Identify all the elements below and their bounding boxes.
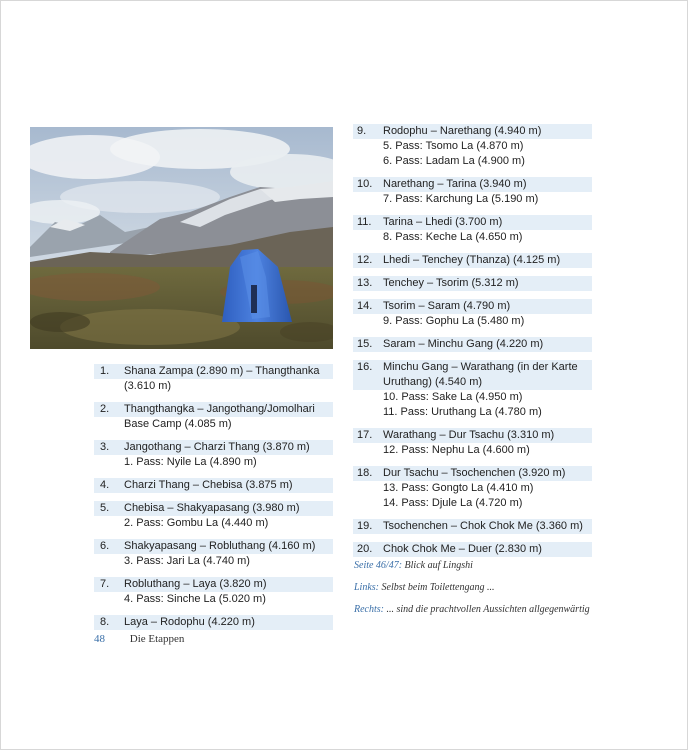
- stage-number: 1.: [100, 365, 110, 377]
- stage-title: [353, 360, 592, 375]
- stage-text: 8. Pass: Keche La (4.650 m): [383, 231, 523, 243]
- stage-item: [94, 402, 333, 432]
- stage-item: [353, 542, 592, 557]
- stage-item: [94, 478, 333, 493]
- stage-number: 13.: [357, 277, 373, 289]
- stage-detail: [353, 314, 592, 329]
- stage-number: 9.: [357, 125, 367, 137]
- stage-text: 5. Pass: Tsomo La (4.870 m): [383, 140, 524, 152]
- stage-list-right: [353, 124, 592, 565]
- stage-text: Thangthangka – Jangothang/Jomolhari: [124, 403, 315, 415]
- stage-text: Uruthang) (4.540 m): [383, 376, 483, 388]
- stage-text: 4. Pass: Sinche La (5.020 m): [124, 593, 266, 605]
- stage-title: [353, 124, 592, 139]
- stage-text: Shakyapasang – Robluthang (4.160 m): [124, 540, 316, 552]
- stage-text: 1. Pass: Nyile La (4.890 m): [124, 456, 257, 468]
- stage-detail: [353, 192, 592, 207]
- stage-number: 14.: [357, 300, 373, 312]
- stage-text: 6. Pass: Ladam La (4.900 m): [383, 155, 525, 167]
- stage-number: 12.: [357, 254, 373, 266]
- stage-text: Saram – Minchu Gang (4.220 m): [383, 338, 544, 350]
- stage-text: 3. Pass: Jari La (4.740 m): [124, 555, 250, 567]
- stage-item: [353, 299, 592, 329]
- stage-number: 20.: [357, 543, 373, 555]
- stage-detail: [94, 417, 333, 432]
- stage-number: 7.: [100, 578, 110, 590]
- stage-detail: [353, 481, 592, 496]
- stage-title: [353, 542, 592, 557]
- stage-title: [353, 466, 592, 481]
- stage-text: 11. Pass: Uruthang La (4.780 m): [383, 406, 542, 418]
- stage-item: [353, 276, 592, 291]
- stage-text: Chebisa – Shakyapasang (3.980 m): [124, 502, 300, 514]
- stage-number: 6.: [100, 540, 110, 552]
- stage-number: 10.: [357, 178, 373, 190]
- stage-item: [353, 253, 592, 268]
- stage-detail: [353, 139, 592, 154]
- stage-title: [353, 276, 592, 291]
- stage-text: 10. Pass: Sake La (4.950 m): [383, 391, 523, 403]
- stage-text: Tsorim – Saram (4.790 m): [383, 300, 511, 312]
- stage-text: 9. Pass: Gophu La (5.480 m): [383, 315, 525, 327]
- stage-title: [94, 539, 333, 554]
- page-number: 48: [94, 633, 105, 645]
- stage-item: [94, 501, 333, 531]
- stage-detail: [353, 154, 592, 169]
- stage-number: 8.: [100, 616, 110, 628]
- stage-detail: [94, 455, 333, 470]
- stage-item: [94, 364, 333, 394]
- stage-text: Rodophu – Narethang (4.940 m): [383, 125, 542, 137]
- stage-text: Base Camp (4.085 m): [124, 418, 232, 430]
- stage-list-left: [94, 364, 333, 638]
- stage-title: [353, 299, 592, 314]
- stage-number: 5.: [100, 502, 110, 514]
- stage-title: [353, 253, 592, 268]
- stage-title: [94, 364, 333, 379]
- stage-number: 4.: [100, 479, 110, 491]
- stage-text: 2. Pass: Gombu La (4.440 m): [124, 517, 269, 529]
- stage-title: [353, 177, 592, 192]
- stage-title: [94, 402, 333, 417]
- stage-title: [353, 428, 592, 443]
- stage-title: [94, 577, 333, 592]
- stage-title: [94, 478, 333, 493]
- photo-captions: [354, 560, 654, 626]
- stage-title: [94, 501, 333, 516]
- stage-text: 14. Pass: Djule La (4.720 m): [383, 497, 523, 509]
- section-title: Die Etappen: [129, 633, 185, 645]
- stage-detail: [94, 516, 333, 531]
- stage-number: 11.: [357, 216, 372, 228]
- stage-item: [353, 215, 592, 245]
- stage-item: [94, 440, 333, 470]
- caption: Seite 46/47: Blick auf Lingshi: [354, 560, 473, 571]
- stage-item: [353, 177, 592, 207]
- stage-text: Tsochenchen – Chok Chok Me (3.360 m): [383, 520, 583, 532]
- stage-detail: [353, 390, 592, 405]
- stage-text: Minchu Gang – Warathang (in der Karte: [383, 361, 578, 373]
- stage-title: [353, 215, 592, 230]
- stage-detail: [94, 379, 333, 394]
- stage-text: (3.610 m): [124, 380, 172, 392]
- stage-item: [353, 360, 592, 420]
- stage-item: [94, 539, 333, 569]
- stage-detail: [353, 230, 592, 245]
- stage-number: 18.: [357, 467, 373, 479]
- stage-number: 17.: [357, 429, 373, 441]
- stage-number: 15.: [357, 338, 373, 350]
- stage-text: 13. Pass: Gongto La (4.410 m): [383, 482, 534, 494]
- stage-text: 12. Pass: Nephu La (4.600 m): [383, 444, 530, 456]
- stage-text: Jangothang – Charzi Thang (3.870 m): [124, 441, 310, 453]
- stage-detail: [94, 592, 333, 607]
- stage-text: Tenchey – Tsorim (5.312 m): [383, 277, 519, 289]
- stage-text: Dur Tsachu – Tsochenchen (3.920 m): [383, 467, 566, 479]
- stage-detail: [353, 496, 592, 511]
- page-footer: [94, 633, 184, 645]
- stage-text: Tarina – Lhedi (3.700 m): [383, 216, 503, 228]
- stage-item: [353, 337, 592, 352]
- stage-text: Laya – Rodophu (4.220 m): [124, 616, 255, 628]
- caption: Rechts: ... sind die prachtvollen Aussichten allgegenwärtig: [354, 604, 590, 615]
- stage-title: [353, 519, 592, 534]
- stage-title: [353, 337, 592, 352]
- stage-text: Chok Chok Me – Duer (2.830 m): [383, 543, 542, 555]
- stage-title: [94, 615, 333, 630]
- stage-text: Robluthang – Laya (3.820 m): [124, 578, 267, 590]
- stage-text: Warathang – Dur Tsachu (3.310 m): [383, 429, 555, 441]
- stage-number: 2.: [100, 403, 110, 415]
- landscape-photo: [30, 127, 333, 349]
- stage-detail: [94, 554, 333, 569]
- stage-number: 19.: [357, 520, 373, 532]
- stage-number: 3.: [100, 441, 110, 453]
- stage-item: [353, 466, 592, 511]
- stage-text: Narethang – Tarina (3.940 m): [383, 178, 527, 190]
- stage-detail: [353, 375, 592, 390]
- stage-item: [94, 615, 333, 630]
- mountain-tent-photo: [30, 127, 333, 349]
- stage-item: [353, 519, 592, 534]
- stage-text: Shana Zampa (2.890 m) – Thangthanka: [124, 365, 320, 377]
- stage-item: [353, 428, 592, 458]
- stage-detail: [353, 443, 592, 458]
- stage-item: [94, 577, 333, 607]
- stage-text: Charzi Thang – Chebisa (3.875 m): [124, 479, 293, 491]
- stage-text: Lhedi – Tenchey (Thanza) (4.125 m): [383, 254, 561, 266]
- caption: Links: Selbst beim Toilettengang ...: [354, 582, 495, 593]
- stage-title: [94, 440, 333, 455]
- stage-text: 7. Pass: Karchung La (5.190 m): [383, 193, 539, 205]
- stage-number: 16.: [357, 361, 373, 373]
- stage-detail: [353, 405, 592, 420]
- stage-item: [353, 124, 592, 169]
